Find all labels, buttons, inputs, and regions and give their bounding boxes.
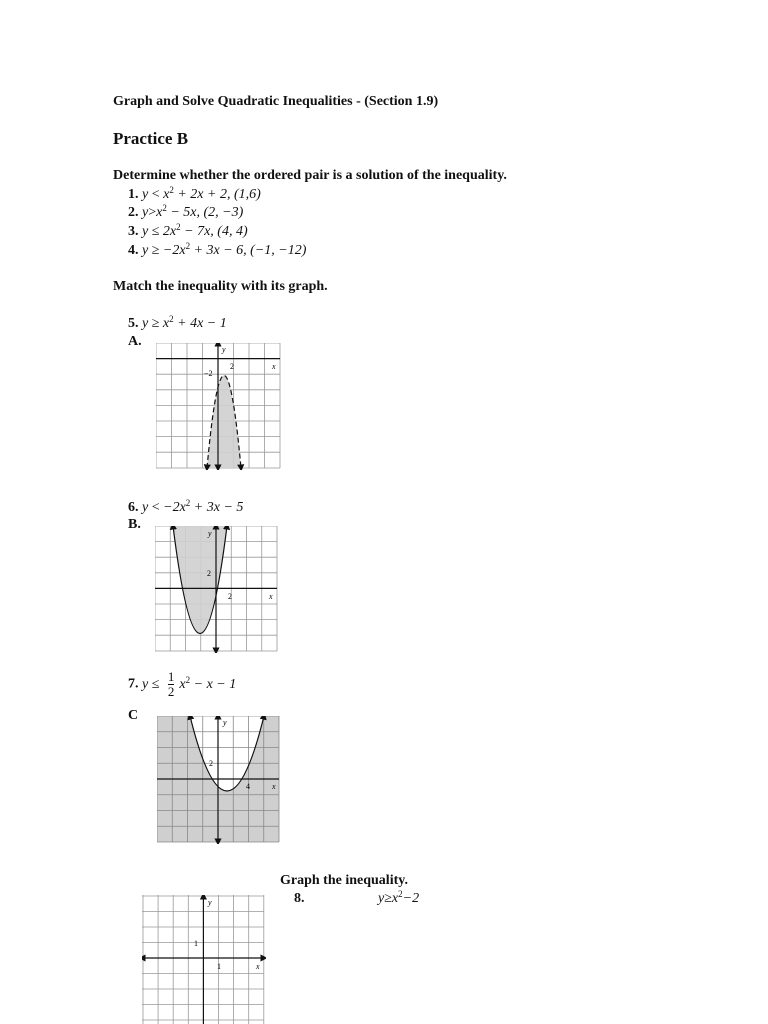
graph-b-x-tick: 2 [228,592,232,601]
problem-1: 1. $y < x^2 + 2x + 2$, (1,6) [128,185,261,202]
practice-heading: Practice B [113,129,189,148]
graph-d-x-tick: 1 [217,962,221,971]
problem-6: 6. $y < -2x^2 + 3x - 5$ [128,498,244,515]
graph-b-y-tick: 2 [207,569,211,578]
graph-a [156,343,281,470]
graph-d-x-label: x [256,962,260,971]
fraction-one-half: $\frac{1}{2}$ [167,669,175,699]
problem-4: 4. $y \ge -2x^2 + 3x - 6$, (−1, −12) [128,241,307,258]
graph-a-x-label: x [272,362,276,371]
graph-b [155,526,279,653]
graph-label-c: C [128,708,139,723]
graph-c-x-label: x [272,782,276,791]
graph-a-y-tick: −2 [204,369,213,378]
graph-c [157,716,281,844]
problem-7: 7. y ≤ $\frac{1}{2}$ $x^2 - x - 1$ [128,669,237,699]
problem-5: 5. $y \ge x^2 + 4x - 1$ [128,314,227,331]
graph-label-b: B. [128,517,141,532]
problem-8: $y\ge x^2-2$ [378,889,420,906]
problem-8-number: 8. [294,891,305,906]
graph-a-y-label: y [222,345,226,354]
graph-b-y-label: y [208,529,212,538]
graph-a-x-tick: 2 [230,362,234,371]
section2-instruction: Match the inequality with its graph. [113,279,328,294]
section3-instruction: Graph the inequality. [280,873,408,888]
section1-instruction: Determine whether the ordered pair is a solution of the inequality. [113,168,507,183]
graph-d-y-tick: 1 [194,939,198,948]
graph-label-a: A. [128,334,142,349]
graph-c-y-label: y [223,718,227,727]
graph-d-y-label: y [208,898,212,907]
page-title: Graph and Solve Quadratic Inequalities - (Section 1.9) [113,94,439,109]
graph-b-x-label: x [269,592,273,601]
graph-c-x-tick: 4 [246,782,250,791]
graph-c-y-tick: 2 [209,759,213,768]
problem-2: 2. $y>x^2 - 5x$, (2, −3) [128,203,244,220]
graph-d-blank[interactable] [142,895,266,1024]
problem-3: 3. $y \le 2x^2 - 7x$, (4, 4) [128,222,248,239]
